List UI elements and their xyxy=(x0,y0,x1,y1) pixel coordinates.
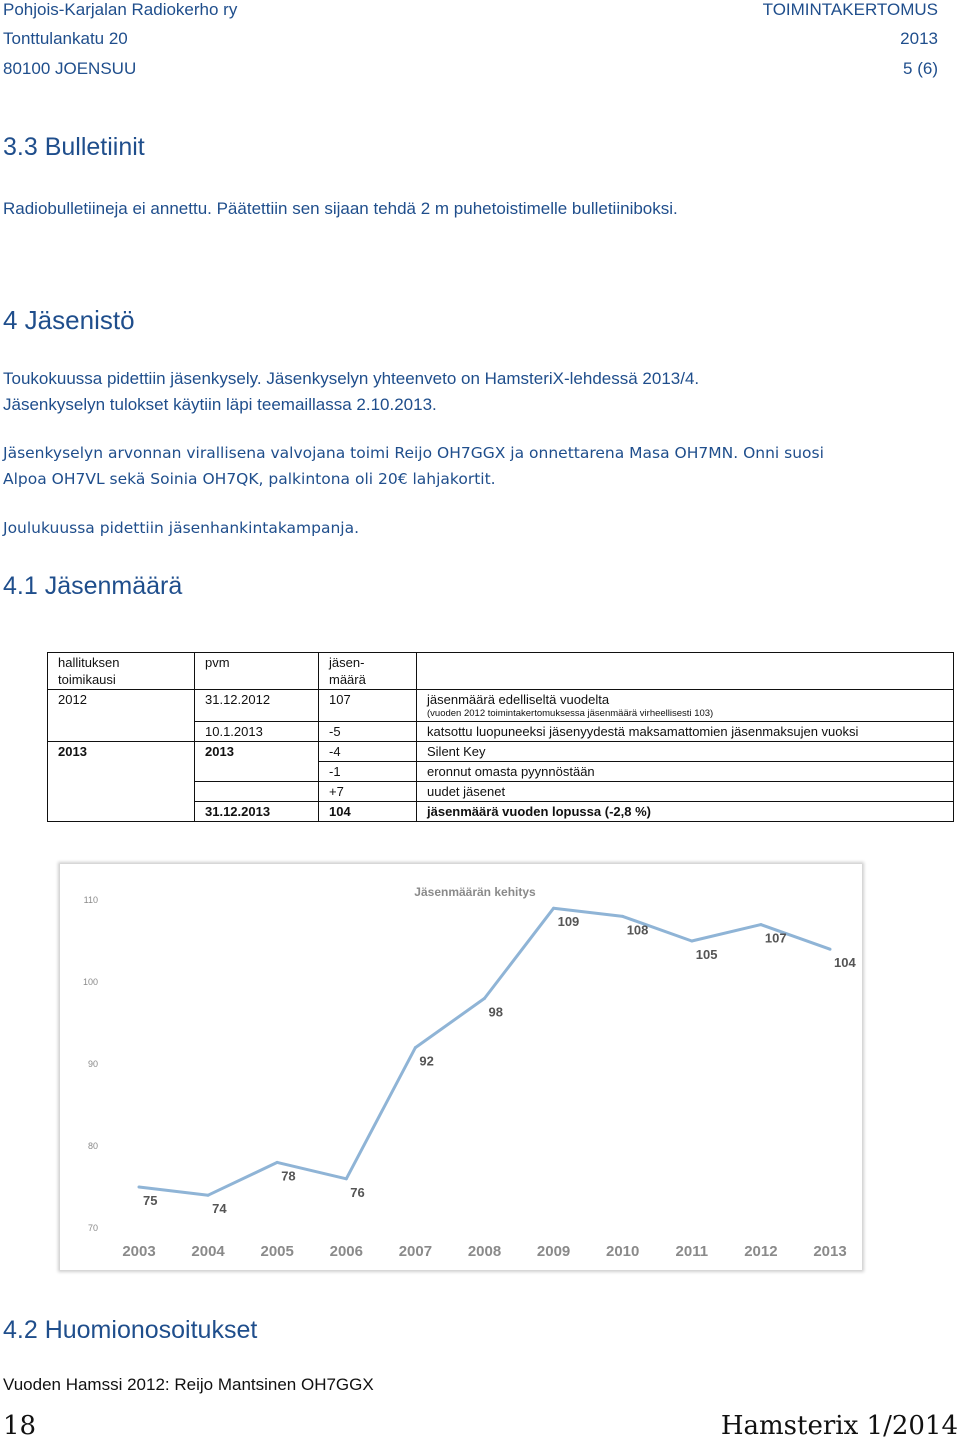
data-point xyxy=(345,1177,348,1180)
series-line xyxy=(139,908,830,1195)
table-cell: 2013 xyxy=(195,742,319,762)
x-tick-label: 2008 xyxy=(467,1243,502,1260)
table-header-cell: jäsen- määrä xyxy=(319,653,417,690)
x-tick-label: 2003 xyxy=(122,1243,156,1260)
section-heading-membership: 4 Jäsenistö xyxy=(3,305,135,335)
data-label: 109 xyxy=(557,914,580,930)
org-name: Pohjois-Karjalan Radiokerho ry xyxy=(3,0,238,19)
table-cell: 107 xyxy=(319,690,417,722)
member-count-table xyxy=(47,652,954,822)
table-row xyxy=(48,742,954,762)
section-heading-honors: 4.2 Huomionosoitukset xyxy=(3,1316,258,1344)
x-tick-label: 2005 xyxy=(260,1243,294,1260)
table-cell: Silent Key xyxy=(417,742,954,762)
section-heading-bulletins: 3.3 Bulletiinit xyxy=(3,133,145,161)
table-cell: +7 xyxy=(319,782,417,802)
x-tick-label: 2013 xyxy=(813,1243,847,1260)
document-title: TOIMINTAKERTOMUS xyxy=(762,0,938,19)
data-label: 108 xyxy=(626,922,649,938)
chart-svg xyxy=(60,864,862,1270)
table-cell: katsottu luopuneeksi jäsenyydestä maksamattomien jäsenmaksujen vuoksi xyxy=(417,722,954,742)
y-tick-label: 110 xyxy=(83,895,98,905)
membership-line-3: Jäsenkyselyn arvonnan virallisena valvojana toimi Reijo OH7GGX ja onnettarena Masa OH7MN. Onni suosi xyxy=(3,444,824,462)
membership-line-5: Joulukuussa pidettiin jäsenhankintakampanja. xyxy=(3,519,360,537)
section-heading-member-count: 4.1 Jäsenmäärä xyxy=(3,572,183,600)
y-tick-label: 90 xyxy=(87,1059,98,1069)
page-indicator: 5 (6) xyxy=(903,59,938,78)
data-label: 104 xyxy=(834,955,856,971)
data-point xyxy=(276,1161,279,1164)
data-label: 107 xyxy=(764,930,787,946)
chart-title: Jäsenmäärän kehitys xyxy=(414,885,536,899)
table-header-cell: pvm xyxy=(195,653,319,690)
x-tick-label: 2009 xyxy=(536,1243,571,1260)
data-point xyxy=(759,923,762,926)
table-cell: -5 xyxy=(319,722,417,742)
table-cell xyxy=(48,782,195,802)
bulletins-text: Radiobulletiineja ei annettu. Päätettiin sen sijaan tehdä 2 m puhetoistimelle bulletiiniboksi. xyxy=(3,199,678,218)
footer-page-number: 18 xyxy=(3,1411,37,1441)
table-cell: jäsenmäärä edelliseltä vuodelta (vuoden 2012 toimintakertomuksessa jäsenmäärä virheellisesti 103) xyxy=(417,690,954,722)
membership-line-2: Jäsenkyselyn tulokset käytiin läpi teemaillassa 2.10.2013. xyxy=(3,395,437,414)
table-cell: -4 xyxy=(319,742,417,762)
data-label: 98 xyxy=(488,1004,503,1020)
table-header-row xyxy=(48,653,954,690)
table-cell xyxy=(195,762,319,782)
data-point xyxy=(414,1046,417,1049)
table-row xyxy=(48,802,954,822)
table-cell-note: (vuoden 2012 toimintakertomuksessa jäsenmäärä virheellisesti 103) xyxy=(427,708,714,719)
data-point xyxy=(483,997,486,1000)
x-tick-label: 2007 xyxy=(398,1243,433,1260)
footer-publication: Hamsterix 1/2014 xyxy=(720,1411,958,1441)
table-row xyxy=(48,690,954,722)
y-tick-label: 70 xyxy=(87,1223,98,1233)
table-cell: 104 xyxy=(319,802,417,822)
data-point xyxy=(621,915,624,918)
table-cell: uudet jäsenet xyxy=(417,782,954,802)
data-point xyxy=(207,1194,210,1197)
data-point xyxy=(829,948,832,951)
table-cell xyxy=(48,722,195,742)
data-point xyxy=(690,940,693,943)
data-label: 74 xyxy=(212,1201,227,1217)
street-address: Tonttulankatu 20 xyxy=(3,29,128,48)
x-tick-label: 2004 xyxy=(191,1243,225,1260)
data-point xyxy=(552,907,555,910)
table-header-cell: hallituksen toimikausi xyxy=(48,653,195,690)
data-label: 92 xyxy=(419,1053,434,1069)
table-cell xyxy=(195,782,319,802)
honors-text: Vuoden Hamssi 2012: Reijo Mantsinen OH7GGX xyxy=(3,1375,374,1394)
city-address: 80100 JOENSUU xyxy=(3,59,137,78)
table-cell: eronnut omasta pyynnöstään xyxy=(417,762,954,782)
table-cell: 31.12.2013 xyxy=(195,802,319,822)
table-cell: jäsenmäärä vuoden lopussa (-2,8 %) xyxy=(417,802,954,822)
table-cell: 2012 xyxy=(48,690,195,722)
x-tick-label: 2012 xyxy=(744,1243,778,1260)
member-count-chart xyxy=(60,864,862,1270)
x-tick-label: 2010 xyxy=(606,1243,640,1260)
x-tick-label: 2006 xyxy=(329,1243,363,1260)
y-tick-label: 100 xyxy=(82,977,98,987)
document-year: 2013 xyxy=(900,29,938,48)
table-cell: -1 xyxy=(319,762,417,782)
y-tick-label: 80 xyxy=(87,1141,98,1151)
data-label: 75 xyxy=(143,1193,158,1208)
data-label: 76 xyxy=(350,1184,365,1200)
table-row xyxy=(48,762,954,782)
table-row xyxy=(48,782,954,802)
table-header-cell xyxy=(417,653,954,690)
data-label: 78 xyxy=(281,1168,296,1184)
table-cell: 10.1.2013 xyxy=(195,722,319,742)
data-label: 105 xyxy=(695,947,718,962)
table-cell: 31.12.2012 xyxy=(195,690,319,722)
data-point xyxy=(138,1186,141,1189)
table-cell xyxy=(48,802,195,822)
table-cell xyxy=(48,762,195,782)
membership-line-1: Toukokuussa pidettiin jäsenkysely. Jäsenkyselyn yhteenveto on HamsteriX-lehdessä 2013/4. xyxy=(3,369,700,388)
x-tick-label: 2011 xyxy=(675,1243,709,1260)
table-cell: 2013 xyxy=(48,742,195,762)
membership-line-4: Alpoa OH7VL sekä Soinia OH7QK, palkintona oli 20€ lahjakortit. xyxy=(3,470,496,488)
table-row xyxy=(48,722,954,742)
